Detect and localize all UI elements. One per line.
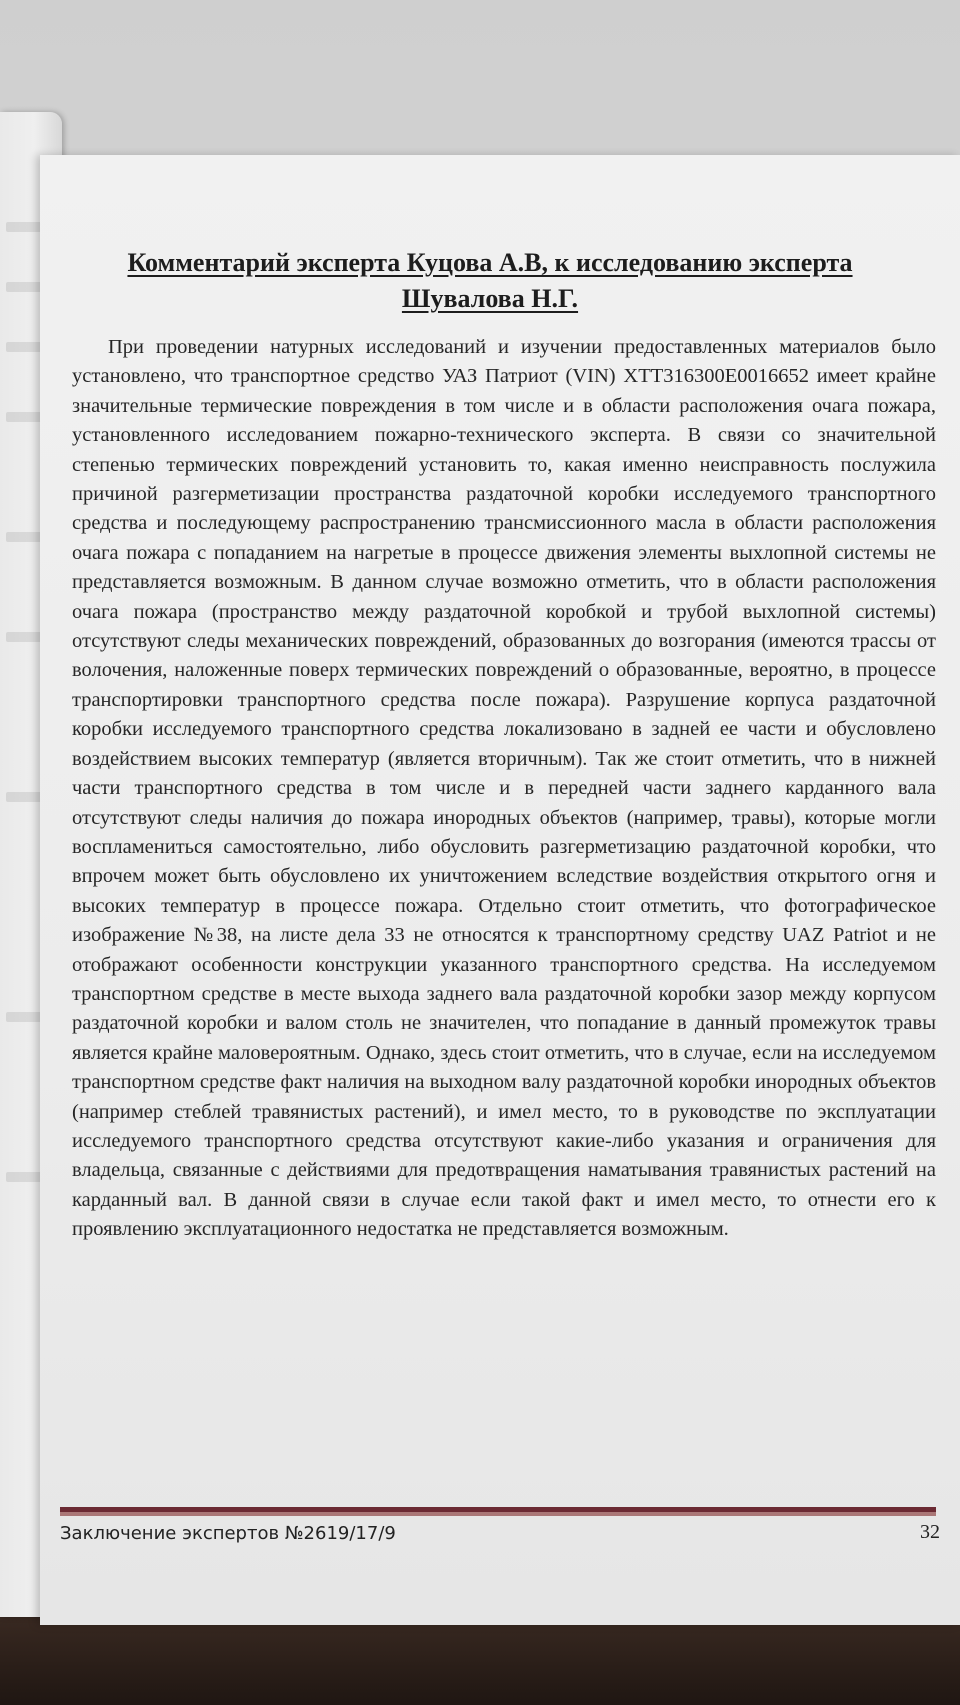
page-title <box>80 245 900 317</box>
body-paragraph: При проведении натурных исследований и изучении предоставленных материалов было установлено, что транспортное средство УАЗ Патриот (VIN) ХТТ316300Е0016652 имеет крайне значительные термические повреждения в том числе и в области расположения очага пожара, установленного исследованием пожарно-технического эксперта. В связи со значительной степенью термических повреждений установить то, какая именно неисправность послужила причиной разгерметизации пространства раздаточной коробки исследуемого транспортного средства и последующему распространению трансмиссионного масла в области расположения очага пожара с попаданием на нагретые в процессе движения элементы выхлопной системы не представляется возможным. В данном случае возможно отметить, что в области расположения очага пожара (пространство между раздаточной коробкой и трубой выхлопной системы) отсутствуют следы механических повреждений, образованных до возгорания (имеются трассы от волочения, наложенные поверх термических повреждений о образованные, вероятно, в процессе транспортировки транспортного средства после пожара). Разрушение корпуса раздаточной коробки исследуемого транспортного средства локализовано в задней ее части и обусловлено воздействием высоких температур (является вторичным). Так же стоит отметить, что в нижней части транспортного средства в том числе и в передней части заднего карданного вала отсутствуют следы наличия до пожара инородных объектов (например, травы), которые могли воспламениться самостоятельно, либо обусловить разгерметизацию раздаточной коробки, что впрочем может быть обусловлено их уничтожением вследствие воздействия открытого огня и высоких температур в процессе пожара. Отдельно стоит отметить, что фотографическое изображение №38, на листе дела 33 не относятся к транспортному средству UAZ Patriot и не отображают особенности конструкции указанного транспортного средства. На исследуемом транспортном средстве в месте выхода заднего вала раздаточной коробки зазор между корпусом раздаточной коробки и валом столь не значителен, что попадание в данный промежуток травы является крайне маловероятным. Однако, здесь стоит отметить, что в случае, если на исследуемом транспортном средстве факт наличия на выходном валу раздаточной коробки инородных объектов (например стеблей травянистых растений), и имел место, то в руководстве по эксплуатации исследуемого транспортного средства отсутствуют какие-либо указания и ограничения для владельца, связанные с действиями для предотвращения наматывания травянистых растений на карданный вал. В данной связи в случае если такой факт и имел место, то отнести его к проявлению эксплуатационного недостатка не представляется возможным. <box>72 336 936 1241</box>
footer-document-reference: Заключение экспертов №2619/17/9 <box>60 1523 396 1544</box>
document-page <box>40 155 960 1625</box>
table-surface <box>0 1612 960 1705</box>
title-line-2: Шувалова Н.Г. <box>401 284 579 313</box>
title-line-1: Комментарий эксперта Куцова А.В, к исследованию эксперта <box>127 248 853 277</box>
page-number: 32 <box>920 1521 940 1543</box>
footer-divider <box>60 1507 936 1516</box>
